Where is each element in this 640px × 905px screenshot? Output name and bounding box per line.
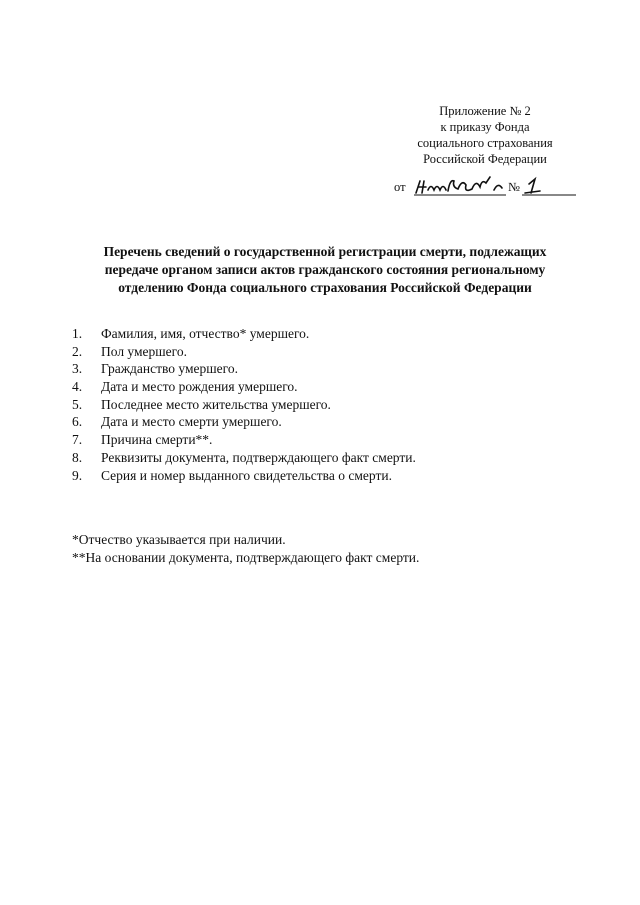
- list-item-text: Дата и место рождения умершего.: [101, 379, 298, 395]
- list-item-text: Дата и место смерти умершего.: [101, 414, 282, 430]
- list-item-number: 2.: [72, 343, 83, 359]
- list-item-number: 1.: [72, 326, 83, 341]
- list-item-number: 3.: [72, 361, 83, 377]
- list-item: [72, 467, 572, 485]
- list-item-number: 6.: [72, 414, 83, 430]
- document-title: [60, 243, 590, 297]
- list-item-number: 4.: [72, 379, 83, 395]
- list-item-text: Пол умершего.: [101, 343, 188, 359]
- title-line-1: Перечень сведений о государственной регистрации смерти, подлежащих: [103, 244, 547, 259]
- list-item-text: Последнее место жительства умершего.: [101, 396, 331, 412]
- appendix-line-4: Российской Федерации: [423, 152, 547, 166]
- list-item: [72, 360, 572, 378]
- date-prefix: от: [394, 180, 406, 194]
- footnote-1: *Отчество указывается при наличии.: [72, 532, 286, 547]
- appendix-line-1: Приложение № 2: [439, 104, 531, 118]
- information-list: [72, 325, 572, 484]
- footnotes: [72, 531, 572, 566]
- list-item-number: 9.: [72, 467, 83, 483]
- appendix-header: [380, 103, 590, 167]
- list-item-number: 8.: [72, 449, 83, 465]
- list-item: [72, 431, 572, 449]
- list-item-number: 5.: [72, 396, 83, 412]
- list-item: [72, 396, 572, 414]
- list-item-text: Причина смерти**.: [101, 432, 213, 448]
- number-label: №: [508, 180, 520, 194]
- appendix-line-3: социального страхования: [417, 136, 553, 150]
- list-item-text: Гражданство умершего.: [101, 361, 238, 377]
- list-item: [72, 378, 572, 396]
- order-date-line: [394, 176, 584, 198]
- appendix-line-2: к приказу Фонда: [440, 120, 530, 134]
- list-item-number: 7.: [72, 432, 83, 448]
- list-item-text: Реквизиты документа, подтверждающего факт смерти.: [101, 449, 416, 465]
- list-item: [72, 413, 572, 431]
- title-line-3: отделению Фонда социального страхования Российской Федерации: [118, 280, 532, 295]
- footnote-2: **На основании документа, подтверждающего факт смерти.: [72, 549, 420, 565]
- list-item: [72, 449, 572, 467]
- list-item-text: Серия и номер выданного свидетельства о смерти.: [101, 467, 392, 483]
- list-item: [72, 325, 572, 343]
- title-line-2: передаче органом записи актов гражданского состояния региональному: [104, 262, 546, 277]
- list-item-text: Фамилия, имя, отчество* умершего.: [101, 326, 310, 341]
- handwritten-date-and-number: [394, 176, 584, 198]
- list-item: [72, 343, 572, 361]
